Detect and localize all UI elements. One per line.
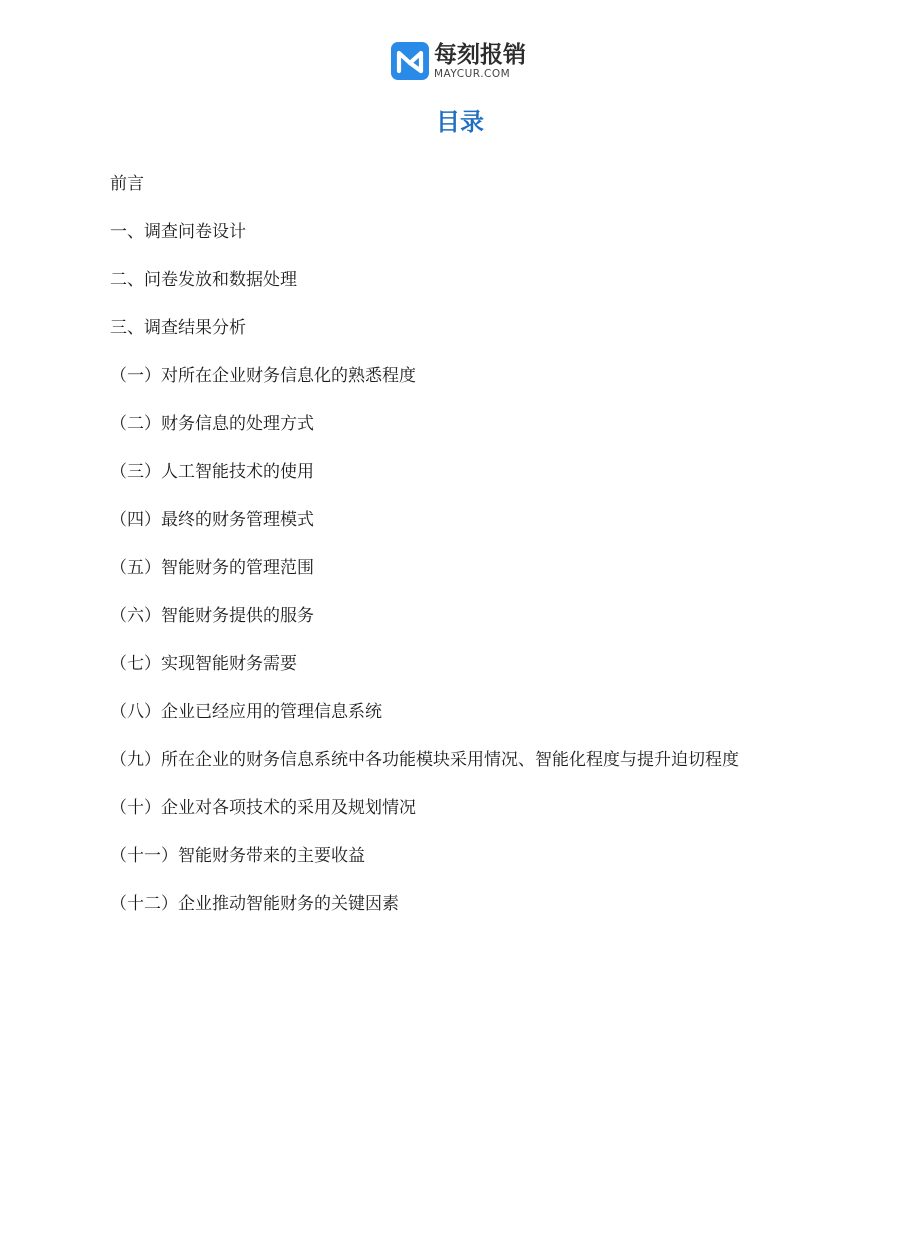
toc-item[interactable]: 一、调查问卷设计 xyxy=(110,222,246,242)
toc-item[interactable]: （十二）企业推动智能财务的关键因素 xyxy=(110,894,399,914)
toc-item[interactable]: 二、问卷发放和数据处理 xyxy=(110,270,297,290)
brand-name-cn: 每刻报销 xyxy=(434,41,526,68)
toc-item[interactable]: （八）企业已经应用的管理信息系统 xyxy=(110,702,382,722)
toc-item[interactable]: （二）财务信息的处理方式 xyxy=(110,414,314,434)
page-title: 目录 xyxy=(436,108,484,136)
brand-name-en: MAYCUR.COM xyxy=(434,67,511,80)
brand-wordmark xyxy=(434,43,526,80)
toc-item[interactable]: （十一）智能财务带来的主要收益 xyxy=(110,846,365,866)
toc-item[interactable]: （九）所在企业的财务信息系统中各功能模块采用情况、智能化程度与提升迫切程度 xyxy=(110,750,739,770)
toc-item[interactable]: （三）人工智能技术的使用 xyxy=(110,462,314,482)
toc-item[interactable]: 三、调查结果分析 xyxy=(110,318,246,338)
toc-item[interactable]: 前言 xyxy=(110,174,144,194)
toc-item[interactable]: （七）实现智能财务需要 xyxy=(110,654,297,674)
toc-item[interactable]: （十）企业对各项技术的采用及规划情况 xyxy=(110,798,416,818)
toc-item[interactable]: （六）智能财务提供的服务 xyxy=(110,606,314,626)
toc-item[interactable]: （五）智能财务的管理范围 xyxy=(110,558,314,578)
toc-item[interactable]: （四）最终的财务管理模式 xyxy=(110,510,314,530)
brand-logo xyxy=(391,42,526,80)
maycur-logo-icon xyxy=(391,42,429,80)
page-header xyxy=(0,40,920,84)
table-of-contents xyxy=(110,160,870,928)
toc-item[interactable]: （一）对所在企业财务信息化的熟悉程度 xyxy=(110,366,416,386)
